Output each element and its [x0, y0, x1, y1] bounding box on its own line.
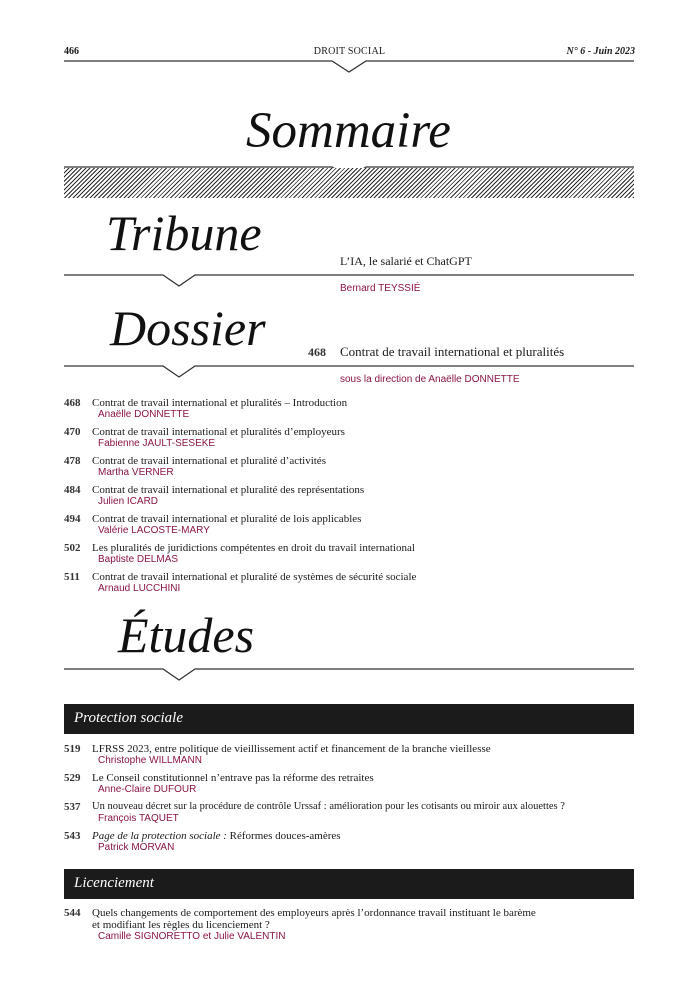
- entry-author: Anne-Claire DUFOUR: [98, 784, 197, 795]
- entry-title-italic: Page de la protection sociale :: [92, 830, 227, 842]
- entry-title-line2[interactable]: et modifiant les règles du licenciement ?: [92, 919, 270, 931]
- entry-title[interactable]: Contrat de travail international et pluralité des représentations: [92, 484, 365, 496]
- entry-author: Anaëlle DONNETTE: [98, 409, 190, 420]
- tribune-author: Bernard TEYSSIÉ: [340, 283, 421, 294]
- entry-page: 484: [64, 484, 81, 496]
- entry-title[interactable]: Contrat de travail international et pluralité d’activités: [92, 455, 326, 467]
- entry-page: 494: [64, 513, 81, 525]
- journal-name: DROIT SOCIAL: [313, 46, 386, 57]
- section-band-protection-sociale: [64, 704, 634, 734]
- hatched-band: [64, 168, 634, 198]
- entry-page: 537: [64, 801, 81, 813]
- entry-page: 511: [64, 571, 80, 583]
- entry-page: 544: [64, 907, 81, 919]
- tribune-title: Tribune: [106, 205, 262, 261]
- entry-page: 468: [64, 397, 81, 409]
- entry-page: 478: [64, 455, 81, 467]
- entry-page: 519: [64, 743, 81, 755]
- entry-title[interactable]: Un nouveau décret sur la procédure de contrôle Urssaf : amélioration pour les cotisants ou miroir aux alouettes ?: [92, 801, 565, 812]
- issue-label: N° 6 - Juin 2023: [566, 46, 635, 57]
- entry-title: Réformes douces-amères: [226, 830, 341, 842]
- section-label: Protection sociale: [74, 710, 183, 726]
- entry-author: Arnaud LUCCHINI: [98, 583, 181, 594]
- entry-page: 470: [64, 426, 81, 438]
- tribune-article-title[interactable]: L’IA, le salarié et ChatGPT: [340, 254, 472, 268]
- entry-page: 502: [64, 542, 81, 554]
- entry-author: Fabienne JAULT-SESEKE: [98, 438, 216, 449]
- entry-title[interactable]: Le Conseil constitutionnel n’entrave pas la réforme des retraites: [92, 772, 374, 784]
- entry-title[interactable]: Contrat de travail international et pluralités – Introduction: [92, 397, 348, 409]
- etudes-title: Études: [118, 607, 255, 663]
- entry-title-group[interactable]: [92, 830, 341, 842]
- entry-title[interactable]: LFRSS 2023, entre politique de vieillissement actif et financement de la branche vieillesse: [92, 743, 491, 755]
- entry-title[interactable]: Les pluralités de juridictions compétentes en droit du travail international: [92, 542, 415, 554]
- etudes-divider: [64, 666, 634, 682]
- section-band-licenciement: [64, 869, 634, 899]
- dossier-page: 468: [308, 345, 326, 359]
- section-label: Licenciement: [74, 875, 154, 891]
- header-divider: [64, 58, 634, 74]
- entry-author: Patrick MORVAN: [98, 842, 175, 853]
- entry-title[interactable]: Contrat de travail international et pluralités d’employeurs: [92, 426, 345, 438]
- entry-author: Christophe WILLMANN: [98, 755, 202, 766]
- entry-author: Camille SIGNORETTO et Julie VALENTIN: [98, 931, 286, 942]
- entry-author: François TAQUET: [98, 813, 179, 824]
- entry-page: 529: [64, 772, 81, 784]
- entry-title[interactable]: Contrat de travail international et pluralité de systèmes de sécurité sociale: [92, 571, 417, 583]
- dossier-title: Dossier: [110, 300, 266, 356]
- dossier-heading[interactable]: Contrat de travail international et pluralités: [340, 344, 565, 359]
- entry-title[interactable]: Contrat de travail international et pluralité de lois applicables: [92, 513, 362, 525]
- entry-author: Baptiste DELMAS: [98, 554, 179, 565]
- sommaire-title: Sommaire: [246, 103, 451, 159]
- entry-page: 543: [64, 830, 81, 842]
- dossier-direction: sous la direction de Anaëlle DONNETTE: [340, 374, 520, 385]
- entry-author: Julien ICARD: [98, 496, 159, 507]
- entry-author: Martha VERNER: [98, 467, 174, 478]
- entry-title[interactable]: Quels changements de comportement des employeurs après l’ordonnance travail instituant le barème: [92, 907, 536, 919]
- entry-author: Valérie LACOSTE-MARY: [98, 525, 210, 536]
- page-number: 466: [64, 46, 79, 57]
